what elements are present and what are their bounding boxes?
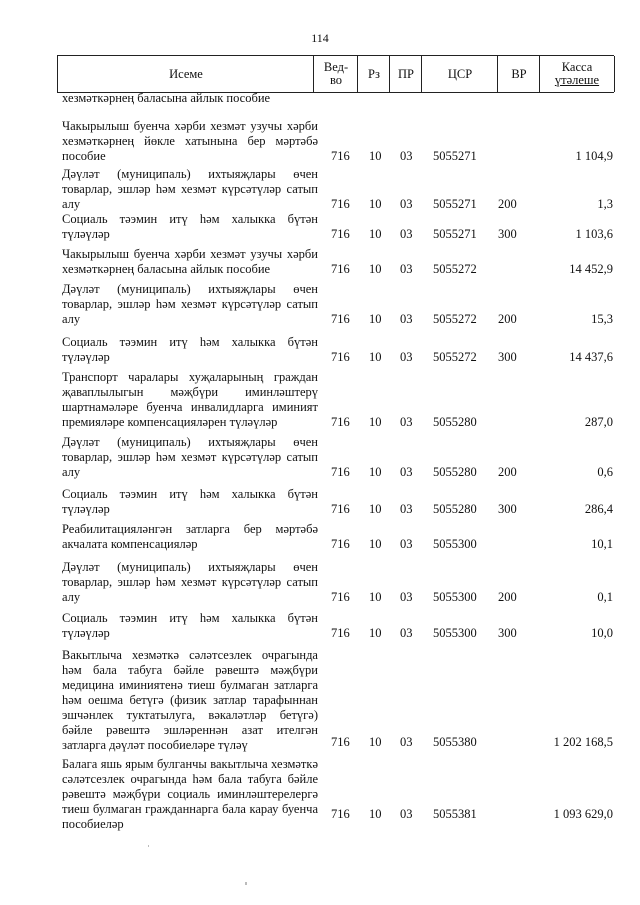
row-rz: 10 bbox=[369, 502, 382, 516]
row-pr: 03 bbox=[400, 149, 413, 163]
row-vr: 300 bbox=[498, 626, 517, 640]
row-ved: 716 bbox=[331, 227, 350, 241]
row-name: Социаль тәэмин итү һәм халыкка бүтән түләүләр bbox=[62, 487, 318, 516]
row-name: Чакырылыш буенча хәрби хезмәт узучы хәрби хезмәткәрнең йөкле хатынына бер мәртәбә пособие bbox=[62, 119, 318, 163]
row-pr: 03 bbox=[400, 537, 413, 551]
row-name: Социаль тәэмин итү һәм халыкка бүтән түләүләр bbox=[62, 611, 318, 640]
row-rz: 10 bbox=[369, 350, 382, 364]
row-kassa: 0,1 bbox=[597, 590, 613, 604]
row-pr: 03 bbox=[400, 350, 413, 364]
row-csr: 5055380 bbox=[433, 735, 477, 749]
header-name: Исеме bbox=[57, 56, 314, 92]
row-pr: 03 bbox=[400, 262, 413, 276]
row-pr: 03 bbox=[400, 227, 413, 241]
scan-speck bbox=[148, 845, 149, 847]
row-pr: 03 bbox=[400, 590, 413, 604]
row-kassa: 1 093 629,0 bbox=[553, 807, 613, 821]
row-csr: 5055271 bbox=[433, 149, 477, 163]
row-rz: 10 bbox=[369, 312, 382, 326]
page-number: 114 bbox=[311, 31, 329, 45]
row-rz: 10 bbox=[369, 262, 382, 276]
row-rz: 10 bbox=[369, 415, 382, 429]
row-ved: 716 bbox=[331, 350, 350, 364]
row-rz: 10 bbox=[369, 626, 382, 640]
row-kassa: 287,0 bbox=[584, 415, 613, 429]
row-pr: 03 bbox=[400, 415, 413, 429]
row-pr: 03 bbox=[400, 626, 413, 640]
row-vr: 200 bbox=[498, 465, 517, 479]
row-name: Транспорт чаралары хуҗаларының граждан җаваплылыгын мәҗбүри иминләштерү шартнамәләре буенча инвалидларга иминият премияләре компенсацияләрен түләүләр bbox=[62, 370, 318, 429]
row-kassa: 10,1 bbox=[591, 537, 613, 551]
row-ved: 716 bbox=[331, 149, 350, 163]
row-pr: 03 bbox=[400, 735, 413, 749]
row-pr: 03 bbox=[400, 197, 413, 211]
row-name: Дәүләт (муниципаль) ихтыяҗлары өчен товарлар, эшләр һәм хезмәт күрсәтүләр сатып алу bbox=[62, 282, 318, 326]
row-csr: 5055271 bbox=[433, 227, 477, 241]
row-csr: 5055271 bbox=[433, 197, 477, 211]
header-rz: Рз bbox=[357, 56, 390, 92]
row-csr: 5055280 bbox=[433, 465, 477, 479]
row-rz: 10 bbox=[369, 807, 382, 821]
row-rz: 10 bbox=[369, 465, 382, 479]
row-ved: 716 bbox=[331, 807, 350, 821]
row-name: Реабилитацияләнгән затларга бер мәртәбә акчалата компенсацияләр bbox=[62, 522, 318, 551]
row-csr: 5055300 bbox=[433, 590, 477, 604]
row-vr: 200 bbox=[498, 590, 517, 604]
row-csr: 5055272 bbox=[433, 262, 477, 276]
row-csr: 5055381 bbox=[433, 807, 477, 821]
row-csr: 5055280 bbox=[433, 415, 477, 429]
row-csr: 5055272 bbox=[433, 350, 477, 364]
row-csr: 5055300 bbox=[433, 626, 477, 640]
row-rz: 10 bbox=[369, 227, 382, 241]
row-pr: 03 bbox=[400, 807, 413, 821]
row-name: Социаль тәэмин итү һәм халыкка бүтән түләүләр bbox=[62, 212, 318, 241]
row-kassa: 14 437,6 bbox=[569, 350, 613, 364]
row-vr: 300 bbox=[498, 350, 517, 364]
row-ved: 716 bbox=[331, 735, 350, 749]
row-name: Балага яшь ярым булганчы вакытлыча хезмәткә сәләтсезлек очрагында һәм бала табуга бәйле рәвештә мәҗбүри социаль иминләштерелергә тиеш булмаган гражданнарга бала карау буенча пособиеләр bbox=[62, 757, 318, 831]
row-name: Дәүләт (муниципаль) ихтыяҗлары өчен товарлар, эшләр һәм хезмәт күрсәтүләр сатып алу bbox=[62, 435, 318, 479]
row-name: Дәүләт (муниципаль) ихтыяҗлары өчен товарлар, эшләр һәм хезмәт күрсәтүләр сатып алу bbox=[62, 167, 318, 211]
header-vr: ВР bbox=[497, 56, 540, 92]
row-kassa: 10,0 bbox=[591, 626, 613, 640]
row-kassa: 0,6 bbox=[597, 465, 613, 479]
row-csr: 5055280 bbox=[433, 502, 477, 516]
row-ved: 716 bbox=[331, 626, 350, 640]
row-ved: 716 bbox=[331, 197, 350, 211]
row-pr: 03 bbox=[400, 312, 413, 326]
header-ved-line1: Вед- bbox=[323, 60, 349, 74]
row-kassa: 1 104,9 bbox=[575, 149, 613, 163]
header-kassa-line2: үтәлеше bbox=[554, 73, 600, 87]
row-rz: 10 bbox=[369, 149, 382, 163]
header-csr: ЦСР bbox=[421, 56, 498, 92]
row-ved: 716 bbox=[331, 262, 350, 276]
scan-speck bbox=[245, 882, 247, 885]
header-kassa-line1: Касса bbox=[561, 60, 593, 74]
row-ved: 716 bbox=[331, 537, 350, 551]
row-ved: 716 bbox=[331, 465, 350, 479]
header-ved-line2: во bbox=[329, 73, 343, 87]
row-kassa: 1 202 168,5 bbox=[553, 735, 613, 749]
row-pr: 03 bbox=[400, 502, 413, 516]
row-rz: 10 bbox=[369, 537, 382, 551]
row-vr: 300 bbox=[498, 502, 517, 516]
row-name: Вакытлыча хезмәткә сәләтсезлек очрагында һәм бала табуга бәйле рәвештә мәҗбүри медицина иминиятенә тиеш булмаган затларга һәм оешма бетүгә (физик затлар тарафыннан эшчәнлек туктатылуга, вәкаләтләр бетүгә) бәйле рәвештә эшләреннән азат ителгән затларга дәүләт пособиеләре түләү bbox=[62, 648, 318, 752]
row-csr: 5055300 bbox=[433, 537, 477, 551]
row-csr: 5055272 bbox=[433, 312, 477, 326]
row-pr: 03 bbox=[400, 465, 413, 479]
row-ved: 716 bbox=[331, 312, 350, 326]
row-rz: 10 bbox=[369, 590, 382, 604]
row-ved: 716 bbox=[331, 415, 350, 429]
row-kassa: 15,3 bbox=[591, 312, 613, 326]
row-vr: 300 bbox=[498, 227, 517, 241]
row-rz: 10 bbox=[369, 197, 382, 211]
row-kassa: 14 452,9 bbox=[569, 262, 613, 276]
row-kassa: 1 103,6 bbox=[575, 227, 613, 241]
row-vr: 200 bbox=[498, 312, 517, 326]
row-name: Дәүләт (муниципаль) ихтыяҗлары өчен товарлар, эшләр һәм хезмәт күрсәтүләр сатып алу bbox=[62, 560, 318, 604]
row-ved: 716 bbox=[331, 502, 350, 516]
header-pr: ПР bbox=[389, 56, 422, 92]
row-rz: 10 bbox=[369, 735, 382, 749]
row-name: Социаль тәэмин итү һәм халыкка бүтән түләүләр bbox=[62, 335, 318, 364]
row-name: Чакырылыш буенча хәрби хезмәт узучы хәрби хезмәткәрнең баласына айлык пособие bbox=[62, 247, 318, 276]
row-kassa: 286,4 bbox=[584, 502, 613, 516]
continuation-text: хезмәткәрнең баласына айлык пособие bbox=[62, 91, 271, 105]
row-kassa: 1,3 bbox=[597, 197, 613, 211]
row-vr: 200 bbox=[498, 197, 517, 211]
row-ved: 716 bbox=[331, 590, 350, 604]
